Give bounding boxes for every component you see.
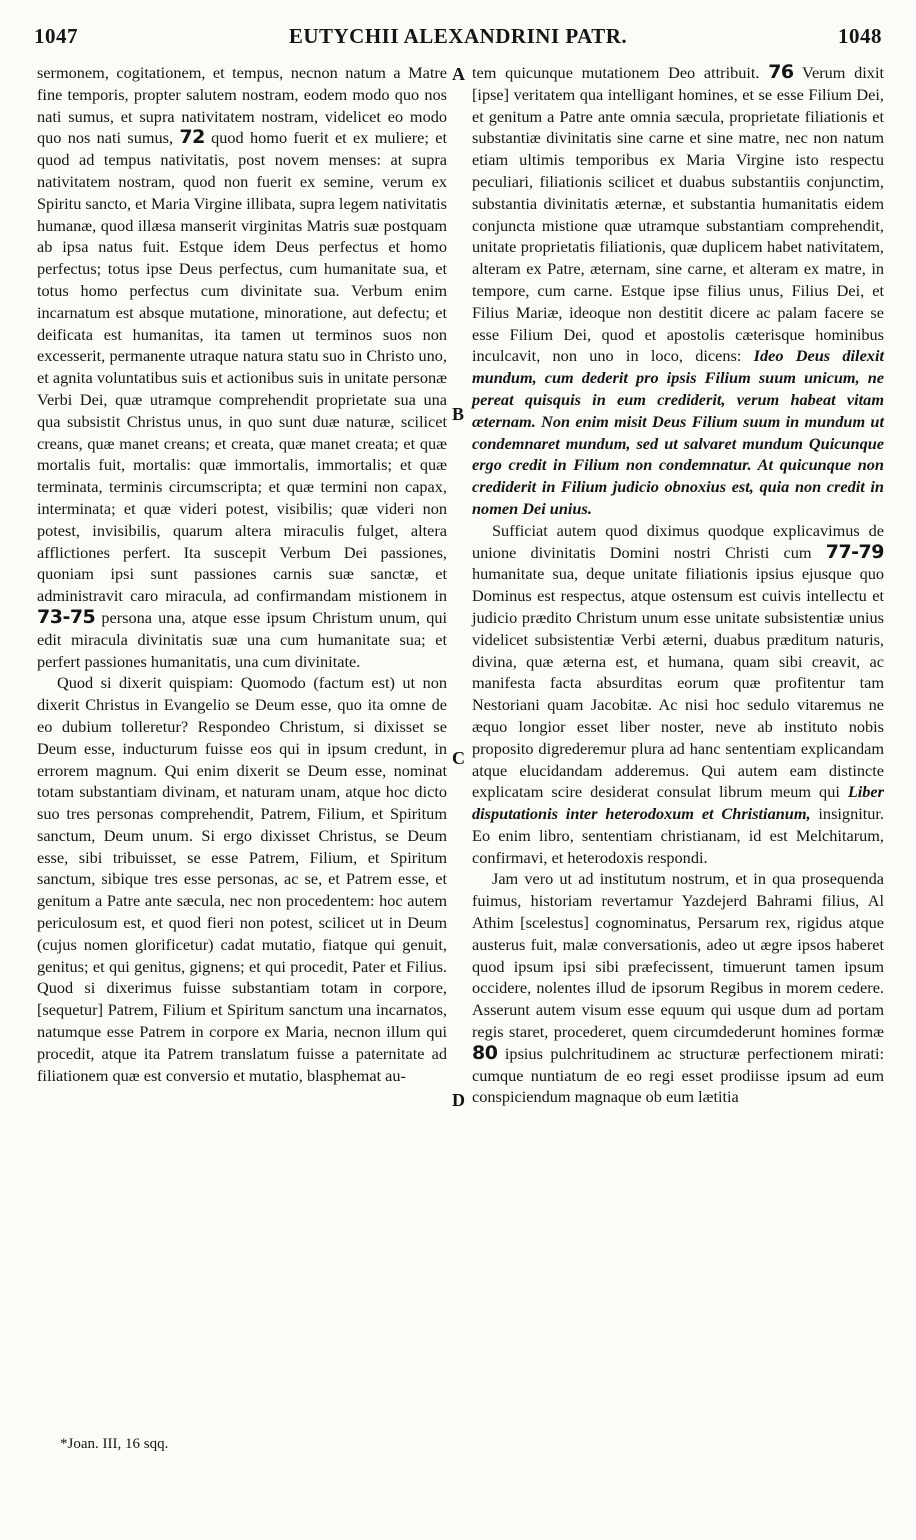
- margin-marker-d: D: [452, 1090, 465, 1110]
- page-number-right: 1048: [838, 24, 882, 48]
- paragraph: [472, 520, 884, 869]
- paragraph: [37, 62, 447, 672]
- text-run: tem quicunque mutationem Deo attribuit.: [472, 63, 769, 82]
- section-number: 77-79: [825, 540, 884, 563]
- text-run: Jam vero ut ad institutum nostrum, et in qua prosequenda fuimus, historiam revertamur Yazdejerd Bahrami filius, Al Athim [scelestus] cognominatus, Persarum rex, rigidus atque austerus fuit, malæ conversationis, adeo ut ægre ipsos haberet quod ipsum ipsi sibi præfecissent, timuerunt tamen ipsum occidere, nolentes illud de ipsorum Regibus in morem cedere. Asserunt autem visum esse equum qui usque dum ad portam regis staret, procederet, quem circumdederunt homines formæ: [472, 869, 884, 1042]
- paragraph: Quod si dixerit quispiam: Quomodo (factum est) ut non dixerit Christus in Evangelio se Deum esse, quo ita omne de eo dubium tolleretur? Respondeo Christum, si dixisset se Deum esse, inducturum fuisse eos qui in ipsum credunt, in errorem magnum. Qui enim dixerit se Deum esse, nominat totam substantiam divinam, et naturam unam, atque hoc dicto suo tres personas comprehendit, Patrem, Filium, et Spiritum sanctum, Deum unum. Si ergo dixisset Christus, se Deum esse, sibi tribuisset, se esse Patrem, Filium, et Spiritum sanctum, sibique tres esse personas, ac se, et Patrem esse, et genitum a Patre ante sæcula, nec non procedentem: hoc autem periculosum est, et quod fieri non potest, scilicet ut in Deum (cujus nomen glorificetur) cadat mutatio, fiatque qui genuit, genitus; et qui genitus, gignens; et qui procedit, Pater et Filius. Quod si dixerimus fuisse substantiam totam in corpore, [sequetur] Patrem, Filium et Spiritum sanctum una incarnatos, natumque esse Patrem in corpore ex Maria, necnon illum qui procedit, atque ita Patrem translatum fuisse a paternitate ad filiationem quæ est conversio et mutatio, blasphemat au-: [37, 673, 447, 1085]
- page-header: [34, 24, 882, 58]
- page-number-left: 1047: [34, 24, 78, 48]
- text-run: persona una, atque esse ipsum Christum unum, qui edit miracula divinitatis suæ una cum humanitate sua; et perfert passiones humanitatis, una cum divinitate.: [37, 607, 447, 671]
- text-run: insignitur. Eo enim libro, sententiam christianam, id est Melchitarum, confirmavi, et heterodoxis respondi.: [472, 804, 884, 867]
- margin-marker-a: A: [452, 64, 465, 84]
- paragraph: [472, 62, 884, 520]
- scripture-quote: Ideo Deus dilexit mundum, cum dederit pro ipsis Filium suum unicum, ne pereat quisquis in eum crediderit, verum habeat vitam æternam. Non enim misit Deus Filium suum in mundum ut condemnaret mundum, sed ut salvaret mundum Quicunque ergo credit in Filium non condemnatur. At quicunque non crediderit in Filium judicio obnoxius est, quia non credit in nomen Dei unius.: [472, 346, 884, 518]
- text-run: Verum dixit [ipse] veritatem qua intelligant homines, et se esse Filium Dei, et genitum a Patre ante omnia sæcula, proprietate filiationis et substantiæ divinitatis sine carne et sine matre, nec non natum etiam ultimis temporibus ex Maria Virgine isto respectu peculiari, filiationis scilicet et duabus substantiis conjunctim, substantia divinitatis æternæ, et substantia humanitatis eidem conjuncta mistione quæ utramque substantiam comprehendit, unitate proprietatis filiationis, quæ duplicem habet nativitatem, alteram ex Patre, æternam, sine carne, et alteram ex matre, in tempore, cum carne. Estque ipse filius unus, Filius Dei, et Filius Mariæ, ideoque non destitit dicere ac palam facere se esse Filium Dei, quod et apostolis cæterisque hominibus inculcavit, non uno in loco, dicens:: [472, 63, 884, 366]
- margin-marker-c: C: [452, 748, 465, 768]
- text-run: sermonem, cogitationem, et tempus, necnon natum a Matre fine temporis, propter salutem nostram, eodem modo quo nos nati sumus, et supra nativitatem nostram, videlicet eo modo quo nos nati sumus,: [37, 63, 447, 148]
- text-run: Sufficiat autem quod diximus quodque explicavimus de unione divinitatis Domini nostri Christi cum: [472, 520, 884, 562]
- text-run: ipsius pulchritudinem ac structuræ perfectionem mirati: cumque nuntiatum de eo regi esset prodiisse ipsum ad eum conspiciendum magnaque ob eum lætitia: [472, 1043, 884, 1107]
- text-run: quod homo fuerit et ex muliere; et quod ad tempus nativitatis, post novem menses: at supra nativitatem nostram, quod non fuerit ex semine, verum ex Spiritu sancto, et Maria Virgine illibata, supra legem nativitatis humanæ, quod illæsa manserit virginitas Matris suæ postquam ab ipsa natus fuit. Estque idem Deus perfectus et homo perfectus; totus ipse Deus perfectus, cum humanitate sua, et totus homo perfectus cum divinitate sua. Verbum enim incarnatum est absque mutatione, minoratione, aut defectu; et deificata est humanitas, ita tamen ut terminos suos non excesserit, permanente utraque natura statu suo in Christo uno, et agnita voluntatibus suis et actionibus suis in unitate personæ Verbi Dei, quæ utramque comprehendit proprietate sua una qua subsistit Christus unus, in quo sunt duæ naturæ, scilicet creans, quæ manet creans; et creata, quæ manet creata; et quæ mortalis fuit, mortalis: quæ immortalis, immortalis; et quæ terminata, terminis circumscripta; et quæ termini non capax, interminata; et quæ videri potest, visibilis; quæ videri non potest, invisibilis, quarum altera miraculis fulget, altera afflictiones perfert. Ita suscepit Verbum Dei passiones, quoniam ipsi sunt passiones carnis suæ sanctæ, et administravit caro miracula, ad confirmandam mistionem in: [37, 128, 447, 606]
- footnote: *Joan. III, 16 sqq.: [60, 1436, 169, 1452]
- running-title: EUTYCHII ALEXANDRINI PATR.: [288, 24, 628, 48]
- section-number: 76: [768, 61, 794, 83]
- book-title: Liber disputationis inter heterodoxum et Christianum,: [472, 782, 884, 824]
- margin-marker-b: B: [452, 404, 465, 424]
- text-run: humanitate sua, deque unitate filiationis ipsius ejusque quo Dominus est respectus, atque ostensum est cuivis intellectu et judicio prædito Christum unum esse unitate subsistentiæ unius videlicet subsistentiæ Verbi æterni, duabus præditum naturis, divina, quæ æterna est, et humana, quam sibi creavit, ac manifesta facta absurditas eorum quæ profitentur tam Nestoriani quam Jacobitæ. Ac nisi hoc sedulo vitaremus ne æquo longior esset liber noster, neve ab instituto nobis proposito digrederemur plura ad hanc sententiam explicandam atque elucidandam adderemus. Qui autem eam distincte explicatam scire desiderat consulat librum meum qui: [472, 564, 884, 802]
- right-column: [472, 62, 884, 1108]
- section-number: 80: [472, 1041, 498, 1064]
- paragraph: [472, 868, 884, 1108]
- left-column: [37, 62, 447, 1086]
- section-number: 73-75: [37, 605, 96, 628]
- section-number: 72: [179, 126, 205, 149]
